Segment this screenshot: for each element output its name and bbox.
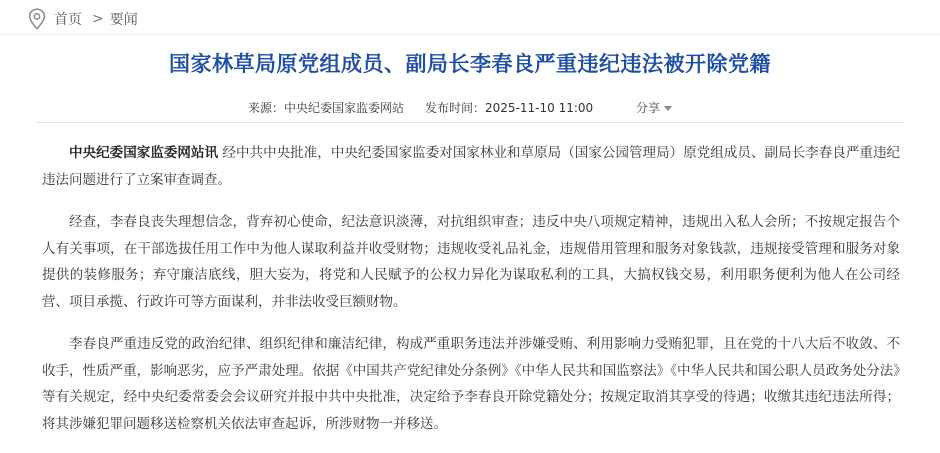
article-paragraph-2 [42, 209, 900, 315]
location-pin-icon [28, 8, 46, 30]
share-label: 分享 [636, 101, 661, 115]
article-paragraph-3 [42, 331, 900, 437]
article-paragraph-1 [42, 140, 900, 193]
breadcrumb-current-link[interactable]: 要闻 [109, 12, 138, 28]
breadcrumb-home-link[interactable]: 首页 [54, 12, 82, 28]
paragraph-lead: 中央纪委国家监委网站讯 [69, 145, 219, 161]
article-title: 国家林草局原党组成员、副局长李春良严重违纪违法被开除党籍 [169, 52, 771, 76]
breadcrumb [28, 6, 138, 32]
chevron-down-icon [664, 106, 672, 111]
article-source [248, 99, 404, 116]
paragraph-text: 经中共中央批准，中央纪委国家监委对国家林业和草原局（国家公园管理局）原党组成员、副局长李春良严重违纪违法问题进行了立案审查调查。 [42, 145, 900, 188]
paragraph-text: 经查，李春良丧失理想信念，背弃初心使命，纪法意识淡薄，对抗组织审查；违反中央八项规定精神，违规出入私人会所；不按规定报告个人有关事项，在干部选拔任用工作中为他人谋取利益并收受财物；违规收受礼品礼金，违规借用管理和服务对象钱款，违规接受管理和服务对象提供的装修服务；弃守廉洁底线，胆大妄为，将党和人民赋予的公权力异化为谋取私利的工具，大搞权钱交易，利用职务便利为他人在公司经营、项目承揽、行政许可等方面谋利，并非法收受巨额财物。 [42, 214, 900, 310]
meta-divider [36, 122, 904, 123]
time-value: 2025-11-10 11:00 [485, 101, 594, 115]
source-label: 来源： [248, 101, 285, 115]
source-value: 中央纪委国家监委网站 [284, 101, 405, 115]
paragraph-text: 李春良严重违反党的政治纪律、组织纪律和廉洁纪律，构成严重职务违法并涉嫌受贿、利用影响力受贿犯罪，且在党的十八大后不收敛、不收手，性质严重，影响恶劣，应予严肃处理。依据《中国共产党纪律处分条例》《中华人民共和国监察法》《中华人民共和国公职人员政务处分法》等有关规定，经中央纪委常委会会议研究并报中共中央批准，决定给予李春良开除党籍处分；按规定取消其享受的待遇；收缴其违纪违法所得；将其涉嫌犯罪问题移送检察机关依法审查起诉，所涉财物一并移送。 [42, 336, 900, 432]
breadcrumb-separator: > [92, 11, 104, 27]
article-meta [0, 96, 940, 118]
header-divider [0, 34, 940, 35]
article-time [425, 99, 593, 116]
article-body [42, 140, 900, 453]
share-button[interactable] [636, 99, 672, 116]
time-label: 发布时间： [425, 101, 486, 115]
